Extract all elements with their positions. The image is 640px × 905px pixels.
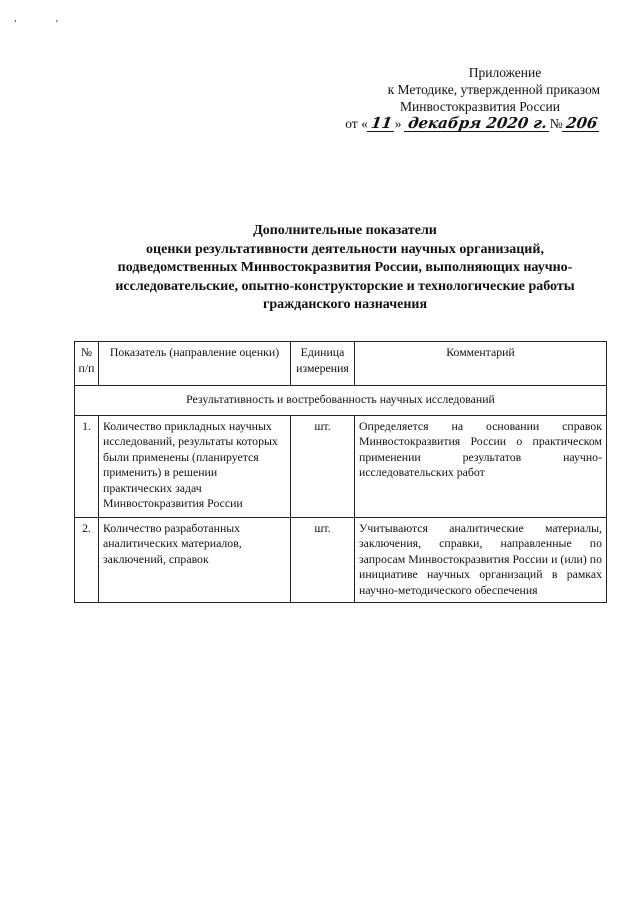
indicators-table — [74, 341, 607, 603]
row-comment: Учитываются аналитические материалы, заключения, справки, направленные по запросам Минвостокразвития России и (или) по инициативе научных организаций в рамках научно-методического обеспечения — [355, 517, 607, 603]
corner-marks: , , — [14, 12, 77, 24]
title-line-4: исследовательские, опытно-конструкторские и технологические работы — [115, 278, 575, 294]
title-line-1: Дополнительные показатели — [253, 223, 437, 238]
title-line-3: подведомственных Минвостокразвития России, выполняющих научно- — [117, 260, 573, 275]
number-sign: № — [549, 116, 563, 131]
handwritten-day: 11 — [367, 116, 396, 132]
section-row — [75, 386, 607, 416]
row-number: 1. — [75, 415, 99, 517]
title-line-5: гражданского назначения — [262, 297, 428, 312]
section-title: Результативность и востребованность научных исследований — [75, 386, 607, 416]
document-title — [70, 222, 620, 315]
title-line-2: оценки результативности деятельности научных организаций, — [146, 241, 544, 257]
appendix-title: Приложение — [468, 65, 542, 80]
row-unit: шт. — [291, 415, 355, 517]
table-row — [75, 517, 607, 603]
row-indicator: Количество разработанных аналитических материалов, заключений, справок — [99, 517, 291, 603]
header-comment: Комментарий — [355, 342, 607, 386]
date-prefix: от « — [345, 116, 368, 131]
row-unit: шт. — [291, 517, 355, 603]
appendix-methodology: к Методике, утвержденной приказом — [387, 82, 600, 97]
handwritten-month-year: декабря 2020 г. — [404, 116, 551, 132]
table-row — [75, 415, 607, 517]
appendix-ministry: Минвостокразвития России — [400, 99, 560, 114]
date-mid: » — [394, 116, 402, 131]
header-indicator: Показатель (направление оценки) — [99, 342, 291, 386]
header-unit: Единица измерения — [291, 342, 355, 386]
table-header-row — [75, 342, 607, 386]
row-indicator: Количество прикладных научных исследований, результаты которых были применены (планируется применить) в решении практических задач Минвостокразвития России — [99, 415, 291, 517]
appendix-block — [300, 64, 600, 132]
header-num: № п/п — [75, 342, 99, 386]
appendix-date-line — [300, 115, 600, 132]
row-number: 2. — [75, 517, 99, 603]
row-comment: Определяется на основании справок Минвостокразвития России о практическом применении результатов научно-исследовательских работ — [355, 415, 607, 517]
handwritten-order-number: 206 — [562, 116, 602, 132]
